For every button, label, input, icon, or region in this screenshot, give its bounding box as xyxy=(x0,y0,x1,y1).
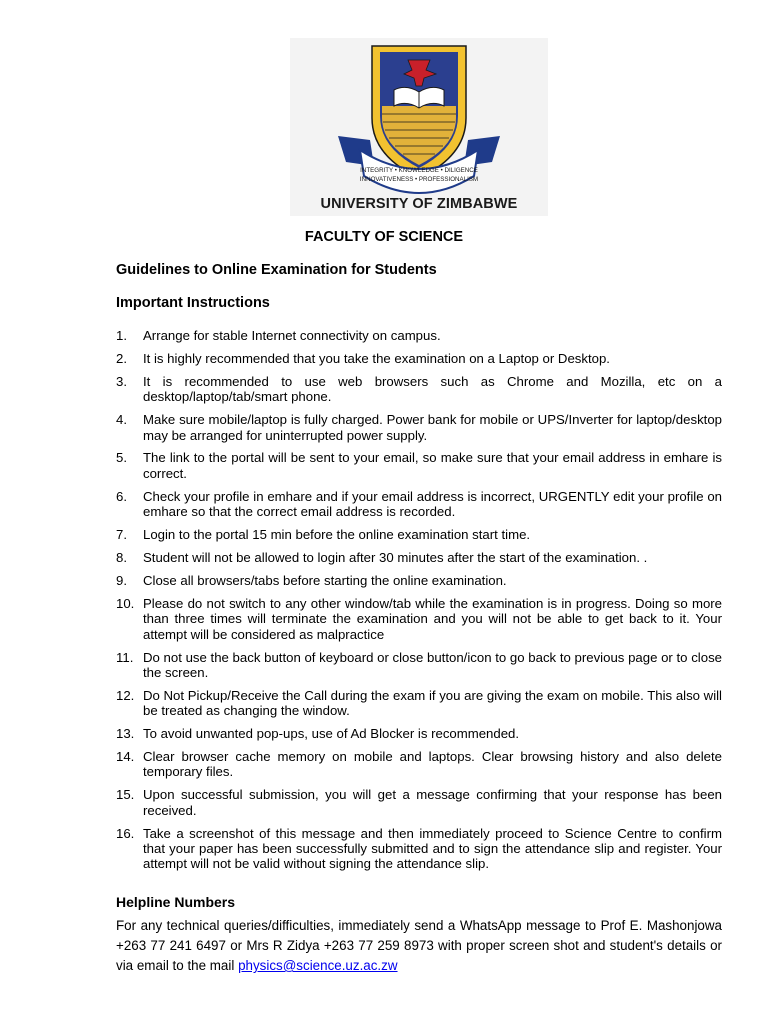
item-text: Take a screenshot of this message and then immediately proceed to Science Centre to confirm that your paper has been successfully submitted and to sign the attendance slip and register. Your attempt will not be valid without signing the attendance slip. xyxy=(143,825,722,872)
item-text: To avoid unwanted pop-ups, use of Ad Blocker is recommended. xyxy=(143,726,520,742)
item-text: Close all browsers/tabs before starting the online examination. xyxy=(143,572,507,588)
university-logo xyxy=(290,38,548,216)
list-item xyxy=(116,328,722,343)
instructions-list xyxy=(116,328,722,879)
item-number: 15. xyxy=(116,787,135,803)
item-text: Do not use the back button of keyboard or close button/icon to go back to previous page or to close the screen. xyxy=(143,649,722,680)
item-number: 16. xyxy=(116,825,135,841)
important-instructions-title: Important Instructions xyxy=(116,295,270,311)
list-item xyxy=(116,787,722,818)
item-number: 14. xyxy=(116,749,135,765)
item-text: Login to the portal 15 min before the online examination start time. xyxy=(143,527,531,543)
item-number: 4. xyxy=(116,412,127,428)
list-item xyxy=(116,596,722,642)
guidelines-title: Guidelines to Online Examination for Students xyxy=(116,262,437,278)
item-text: It is highly recommended that you take the examination on a Laptop or Desktop. xyxy=(143,350,610,366)
item-text: Upon successful submission, you will get a message confirming that your response has been received. xyxy=(143,787,722,818)
helpline-email-link[interactable]: physics@science.uz.ac.zw xyxy=(238,958,398,973)
list-item xyxy=(116,412,722,443)
list-item xyxy=(116,374,722,405)
item-text: Make sure mobile/laptop is fully charged. Power bank for mobile or UPS/Inverter for laptop/desktop may be arranged for uninterrupted power supply. xyxy=(143,412,722,443)
item-number: 2. xyxy=(116,350,127,366)
item-text: It is recommended to use web browsers such as Chrome and Mozilla, etc on a desktop/laptop/tab/smart phone. xyxy=(143,373,722,405)
item-number: 5. xyxy=(116,450,127,466)
list-item xyxy=(116,351,722,366)
university-crest-icon xyxy=(290,38,548,216)
item-text: Student will not be allowed to login after 30 minutes after the start of the examination. . xyxy=(143,549,648,565)
item-number: 1. xyxy=(116,328,127,343)
item-number: 13. xyxy=(116,726,135,742)
list-item xyxy=(116,573,722,588)
item-text: The link to the portal will be sent to your email, so make sure that your email address in emhare is correct. xyxy=(143,450,722,481)
list-item xyxy=(116,450,722,481)
list-item xyxy=(116,550,722,565)
item-number: 3. xyxy=(116,373,127,389)
item-text: Please do not switch to any other window/tab while the examination is in progress. Doing so more than three times will terminate the examination and you will not be able to get back to it. Your attempt will be considered as malpractice xyxy=(143,595,722,642)
helpline-text xyxy=(116,916,722,976)
list-item xyxy=(116,650,722,681)
item-text: Do Not Pickup/Receive the Call during the exam if you are giving the exam on mobile. This also will be treated as changing the window. xyxy=(143,687,722,719)
item-text: Arrange for stable Internet connectivity on campus. xyxy=(143,328,441,343)
helpline-body: For any technical queries/difficulties, immediately send a WhatsApp message to Prof E. Mashonjowa +263 77 241 6497 or Mrs R Zidya +263 77 259 8973 with proper screen shot and student's details or via email to the mail xyxy=(116,918,722,973)
item-number: 10. xyxy=(116,595,135,611)
item-text: Clear browser cache memory on mobile and laptops. Clear browsing history and also delete temporary files. xyxy=(143,749,722,780)
list-item xyxy=(116,726,722,741)
list-item xyxy=(116,749,722,780)
university-name: UNIVERSITY OF ZIMBABWE xyxy=(320,196,518,212)
item-number: 7. xyxy=(116,527,127,543)
motto-line-2: INNOVATIVENESS • PROFESSIONALISM xyxy=(359,176,479,183)
list-item xyxy=(116,489,722,520)
item-text: Check your profile in emhare and if your email address is incorrect, URGENTLY edit your profile on emhare so that the correct email address is recorded. xyxy=(143,488,722,520)
item-number: 9. xyxy=(116,572,127,588)
faculty-heading: FACULTY OF SCIENCE xyxy=(304,229,464,245)
list-item xyxy=(116,688,722,719)
list-item xyxy=(116,527,722,542)
item-number: 6. xyxy=(116,488,127,504)
item-number: 12. xyxy=(116,687,135,703)
item-number: 11. xyxy=(116,649,134,665)
item-number: 8. xyxy=(116,549,127,565)
helpline-title: Helpline Numbers xyxy=(116,894,236,910)
list-item xyxy=(116,826,722,872)
motto-line-1: INTEGRITY • KNOWLEDGE • DILIGENCE xyxy=(360,167,478,174)
